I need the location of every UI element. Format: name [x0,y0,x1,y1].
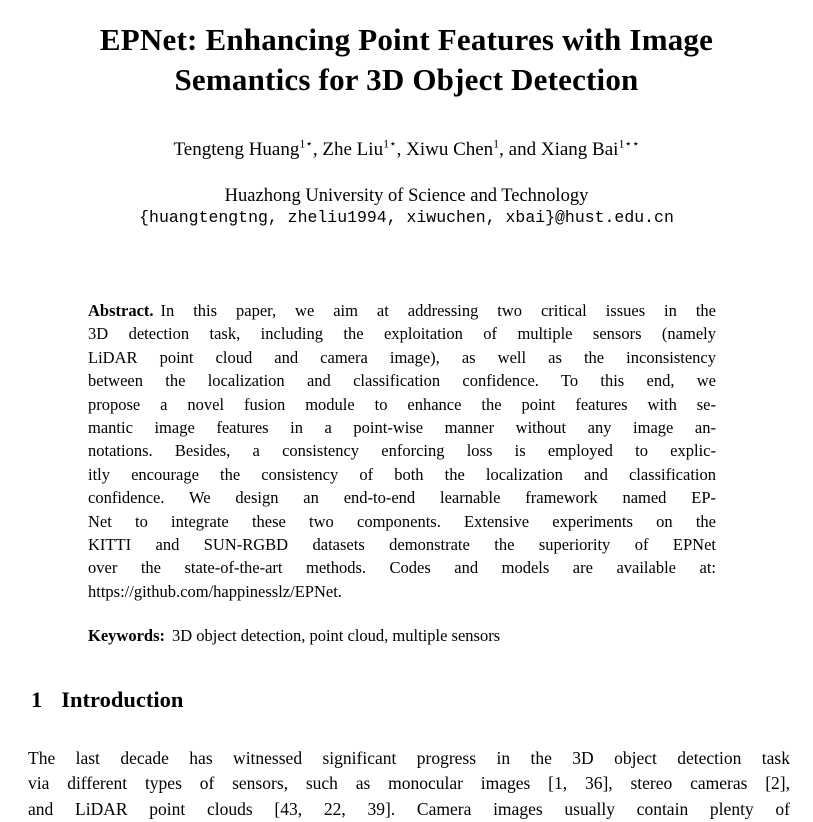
abstract-text: In this paper, we aim at addressing two critical issues in the [160,301,716,320]
author-separator: , and [499,139,541,160]
authors-line [0,136,813,161]
section-title: Introduction [61,687,184,712]
text-line: via different types of sensors, such as monocular images [1, 36], stereo cameras [2], [28,773,790,794]
author-separator: , [312,139,323,160]
abstract-line: propose a novel fusion module to enhance the point features with se- [88,394,716,414]
author-separator: , [396,139,407,160]
email-line: {huangtengtng, zheliu1994, xiwuchen, xbai}@hust.edu.cn [139,208,674,227]
author-superscript: 1 [493,136,500,151]
author-superscript: 1⋆⋆ [618,136,640,151]
abstract-line: KITTI and SUN-RGBD datasets demonstrate the superiority of EPNet [88,535,716,555]
author-superscript: 1⋆ [383,136,397,151]
github-link[interactable]: https://github.com/happinesslz/EPNet. [88,581,342,601]
intro-paragraph [28,746,790,822]
affiliation: Huazhong University of Science and Technology [224,186,589,206]
section-number: 1 [31,687,43,712]
author-3 [406,136,541,160]
keywords-label: Keywords: [88,626,165,645]
abstract-line: itly encourage the consistency of both the localization and classification [88,464,716,484]
abstract-line: 3D detection task, including the exploitation of multiple sensors (namely [88,324,716,344]
title-line-2: Semantics for 3D Object Detection [174,62,639,97]
keywords-text: 3D object detection, point cloud, multiple sensors [172,626,501,645]
author-4 [540,136,640,160]
author-2 [322,136,407,160]
abstract-label: Abstract. [88,301,154,320]
author-name: Tengteng Huang [173,139,300,160]
text-line: The last decade has witnessed significant progress in the 3D object detection task [28,748,790,768]
title-line-1: EPNet: Enhancing Point Features with Image [99,22,714,57]
section-heading-introduction [31,687,183,713]
paper-title [0,20,813,100]
keywords-line [88,626,716,646]
abstract-line: confidence. We design an end-to-end learnable framework named EP- [88,488,716,508]
abstract-line: LiDAR point cloud and camera image), as well as the inconsistency [88,347,716,367]
author-name: Xiwu Chen [406,139,494,160]
abstract-section [88,299,716,603]
abstract-line [88,299,716,322]
text-line: and LiDAR point clouds [43, 22, 39]. Camera images usually contain plenty of [28,798,790,819]
abstract-line: between the localization and classification confidence. To this end, we [88,371,716,391]
abstract-line: over the state-of-the-art methods. Codes and models are available at: [88,558,716,578]
author-name: Zhe Liu [322,139,384,160]
author-superscript: 1⋆ [299,136,313,151]
abstract-line: notations. Besides, a consistency enforcing loss is employed to explic- [88,441,716,461]
author-name: Xiang Bai [540,139,619,160]
author-1 [173,136,323,160]
abstract-line: Net to integrate these two components. Extensive experiments on the [88,511,716,531]
abstract-line: mantic image features in a point-wise manner without any image an- [88,418,716,438]
